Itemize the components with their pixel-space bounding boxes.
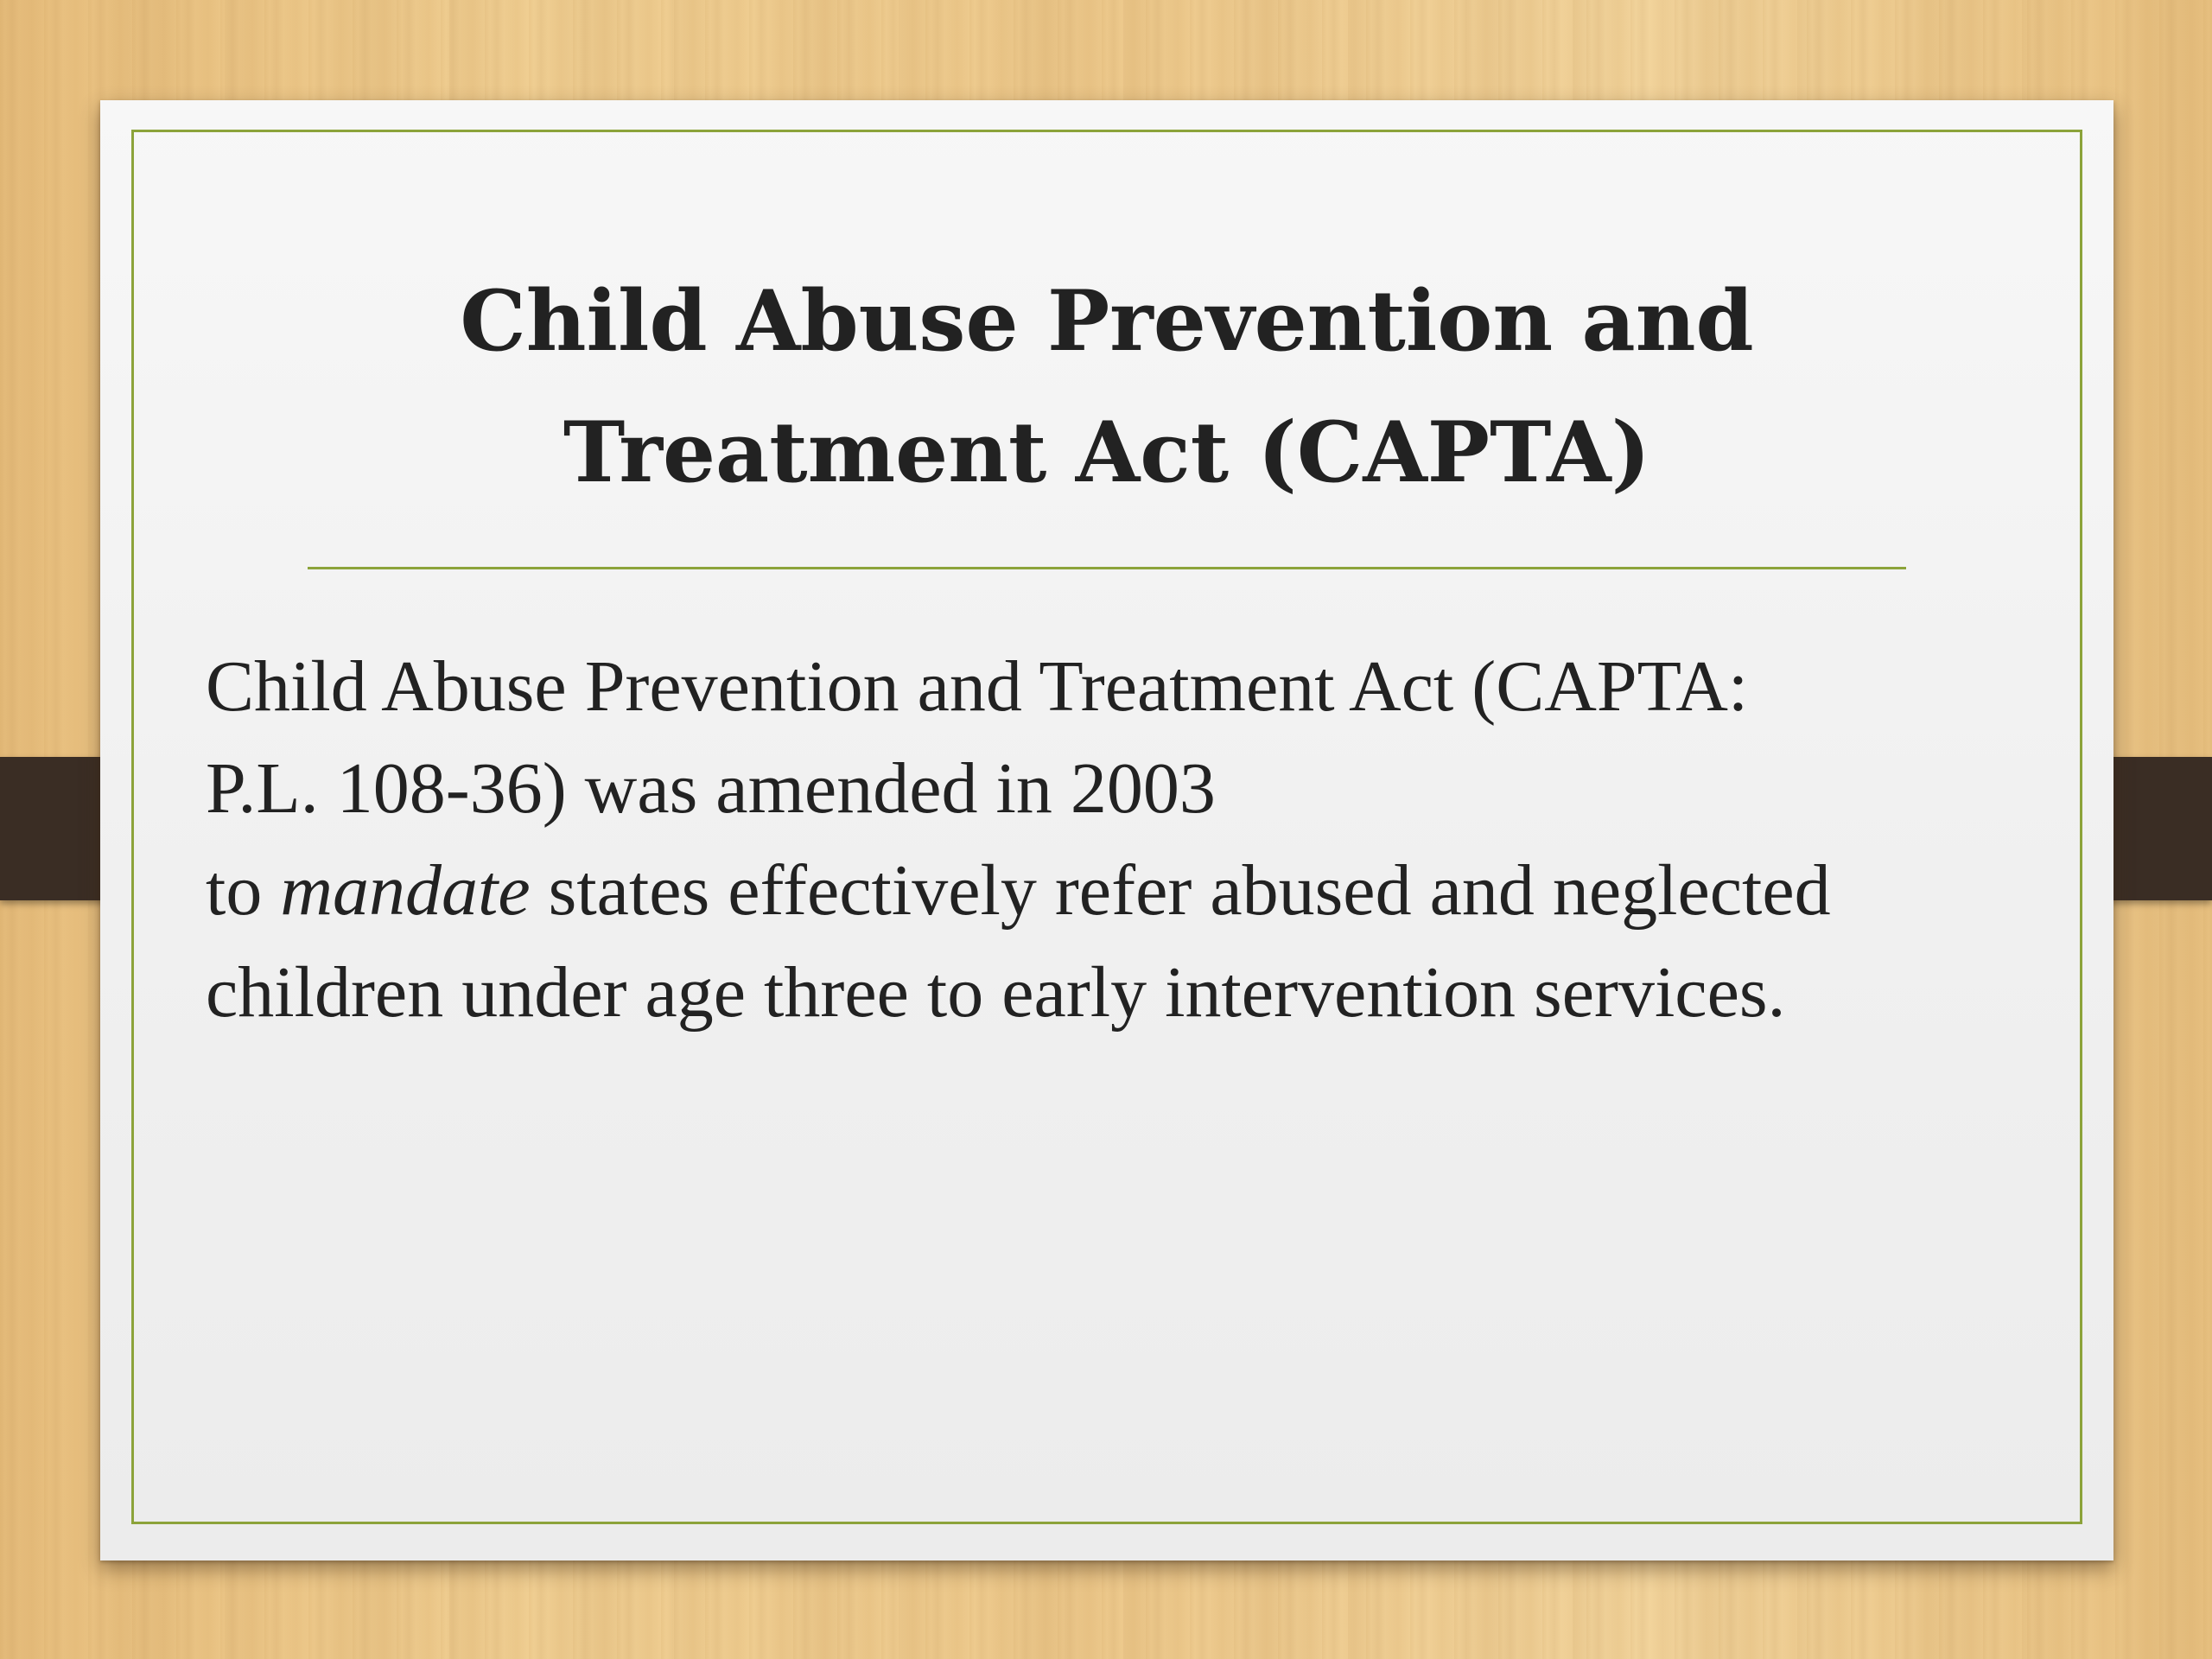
body-line-3-prefix: to [206,850,281,931]
title-line-1: Child Abuse Prevention and [460,272,1754,370]
body-line-3-suffix: states effectively refer abused and neglected [530,850,1831,931]
body-line-4: children under age three to early intervention services. [206,952,1786,1033]
slide-title [204,256,2010,518]
slide-body [206,636,2029,1044]
title-divider [308,567,1906,569]
body-line-1: Child Abuse Prevention and Treatment Act (CAPTA: [206,646,1749,727]
title-line-2: Treatment Act (CAPTA) [563,404,1651,501]
body-line-3 [206,850,1831,931]
slide-card [100,100,2113,1560]
body-line-2: P.L. 108-36) was amended in 2003 [206,748,1216,829]
mandate-emphasis: mandate [280,850,531,931]
